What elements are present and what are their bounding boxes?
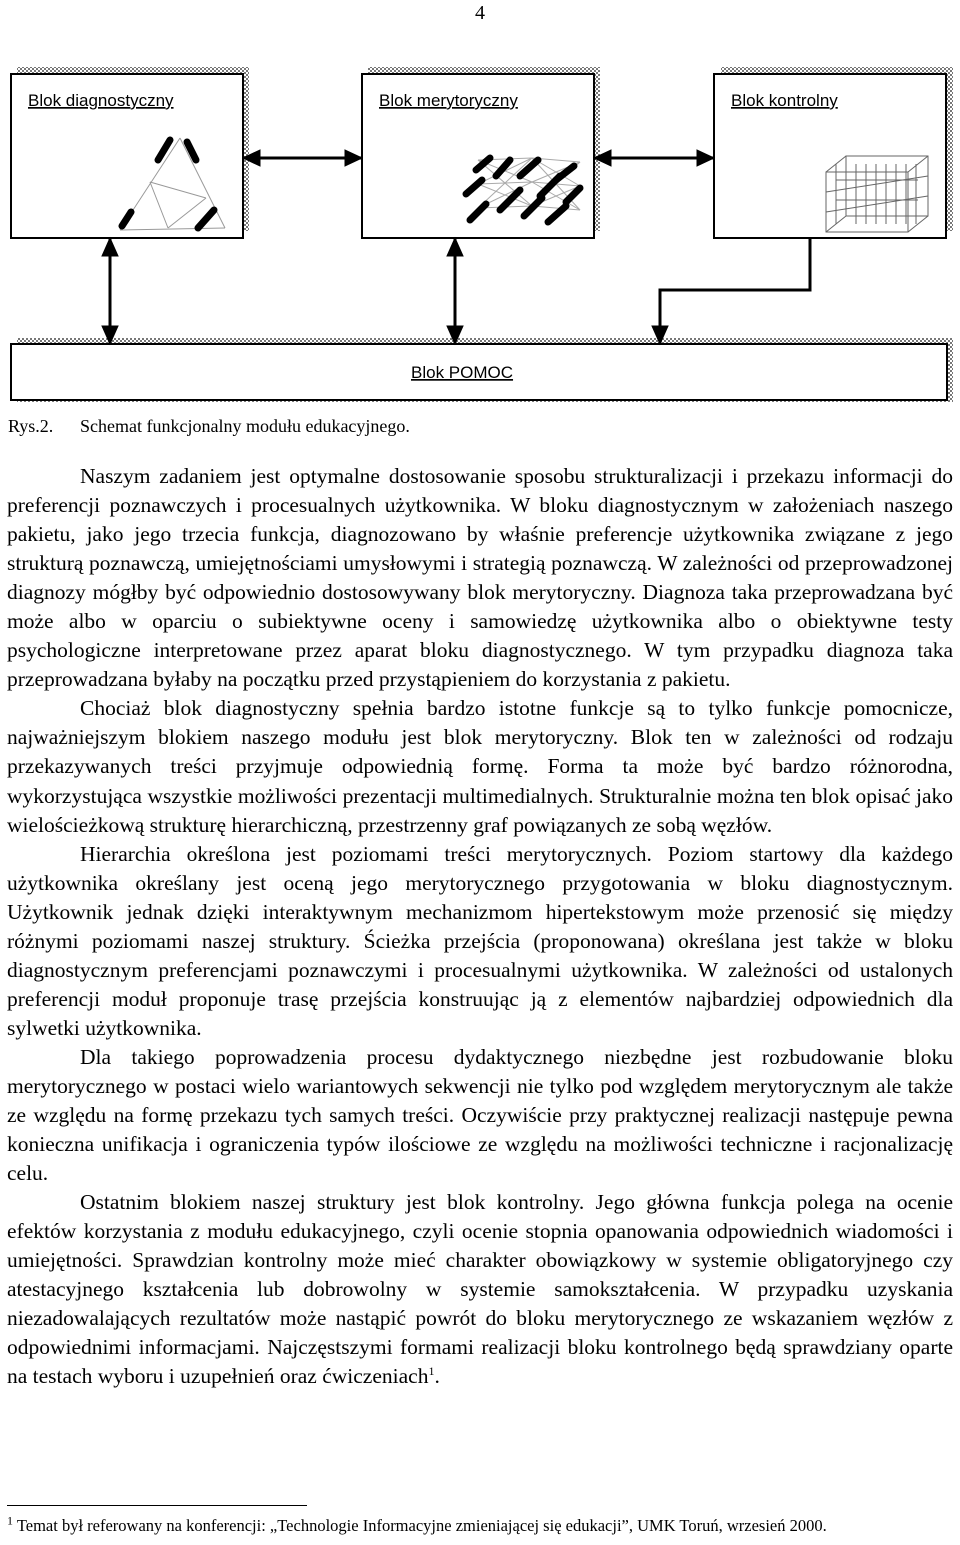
paragraph-end: . [434, 1364, 440, 1389]
substantive-block-label: Blok merytoryczny [379, 91, 518, 110]
diagnostic-block-label: Blok diagnostyczny [28, 91, 174, 110]
functional-schema-diagram [0, 0, 960, 410]
footnote-reference: 1 [428, 1364, 435, 1379]
control-block-label: Blok kontrolny [731, 91, 838, 110]
footnote [7, 1513, 827, 1536]
body-text [7, 462, 953, 1392]
paragraph: Dla takiego poprowadzenia procesu dydaktycznego niezbędne jest rozbudowanie bloku merytorycznego w postaci wielo wariantowych sekwencji nie tylko pod względem merytorycznym ale także ze względu na formę przekazu tych samych treści. Oczywiście przy praktycznej realizacji następuje pewna konieczna unifikacja i ograniczenia typów ilościowe ze względu na możliwości techniczne i racjonalizację celu. [7, 1044, 953, 1186]
paragraph: Hierarchia określona jest poziomami treści merytorycznych. Poziom startowy dla każdego użytkownika określany jest oceną jego merytorycznego przygotowania w bloku diagnostycznym. Użytkownik jednak dzięki interaktywnym mechanizmom hipertekstowym może przenosić się między różnymi poziomami naszej struktury. Ścieżka przejścia (proponowana) określana jest także w bloku diagnostycznym preferencjami poznawczymi i procesualnymi użytkownika. W zależności od ustalonych preferencji moduł proponuje trasę przejścia konstruując ją z elementów najbardziej odpowiednich dla sylwetki użytkownika. [7, 841, 953, 1040]
paragraph: Chociaż blok diagnostyczny spełnia bardzo istotne funkcje są to tylko funkcje pomocnicze, najważniejszym blokiem naszego modułu jest blok merytoryczny. Blok ten w zależności od rodzaju przekazywanych treści przyjmuje odpowiednią formę. Forma ta może być bardzo różnorodna, wykorzystująca wszystkie możliwości prezentacji multimedialnych. Strukturalnie można ten blok opisać jako wielościeżkową strukturę hierarchiczną, przestrzenny graf powiązanych ze sobą węzłów. [7, 696, 953, 837]
paragraph: Naszym zadaniem jest optymalne dostosowanie sposobu strukturalizacji i przekazu informacji do preferencji poznawczych i procesualnych użytkownika. W bloku diagnostycznym w założeniach naszego pakietu, jako jego trzecia funkcja, diagnozowano by właśnie preferencje użytkownika związane z jego strukturą poznawczą, umiejętnościami umysłowymi i strategią poznawczą. W zależności od przeprowadzonej diagnozy mógłby być odpowiednio dostosowywany blok merytoryczny. Diagnoza taka przeprowadzana być może albo w oparciu o subiektywne oceny i samowiedzę użytkownika albo o obiektywne testy psychologiczne interpretowane przez aparat bloku diagnostycznego. W tym przypadku diagnoza taka przeprowadzana byłaby na początku przed przystąpieniem do korzystania z pakietu. [7, 464, 953, 692]
help-block [11, 344, 947, 400]
figure-caption [8, 416, 410, 437]
footnote-marker: 1 [7, 1513, 13, 1528]
footnote-text: Temat był referowany na konferencji: „Technologie Informacyjne zmieniającej się edukacji”, UMK Toruń, wrzesień 2000. [16, 1516, 827, 1535]
paragraph-text: Ostatnim blokiem naszej struktury jest blok kontrolny. Jego główna funkcja polega na ocenie efektów korzystania z modułu edukacyjnego, czyli ocenie stopnia opanowania odpowiednich wiadomości i umiejętności. Sprawdzian kontrolny może mieć charakter obowiązkowy w systemie obligatoryjnego czy atestacyjnego kształcenia lub dobrowolny w systemie samokształcenia. W przypadku uzyskania niezadowalających rezultatów może nastąpić powrót do bloku merytorycznego ze wskazaniem węzłów z odpowiednimi informacjami. Najczęstszymi formami realizacji bloku kontrolnego będą sprawdziany oparte na testach wyboru i uzupełnień oraz ćwiczeniach [7, 1190, 953, 1389]
figure-caption-text: Schemat funkcjonalny modułu edukacyjnego. [80, 416, 410, 436]
figure-number: Rys.2. [8, 416, 54, 436]
page-number: 4 [475, 2, 485, 24]
paragraph [7, 1188, 953, 1391]
help-block-label: Blok POMOC [411, 363, 514, 382]
footnote-separator [7, 1505, 307, 1506]
